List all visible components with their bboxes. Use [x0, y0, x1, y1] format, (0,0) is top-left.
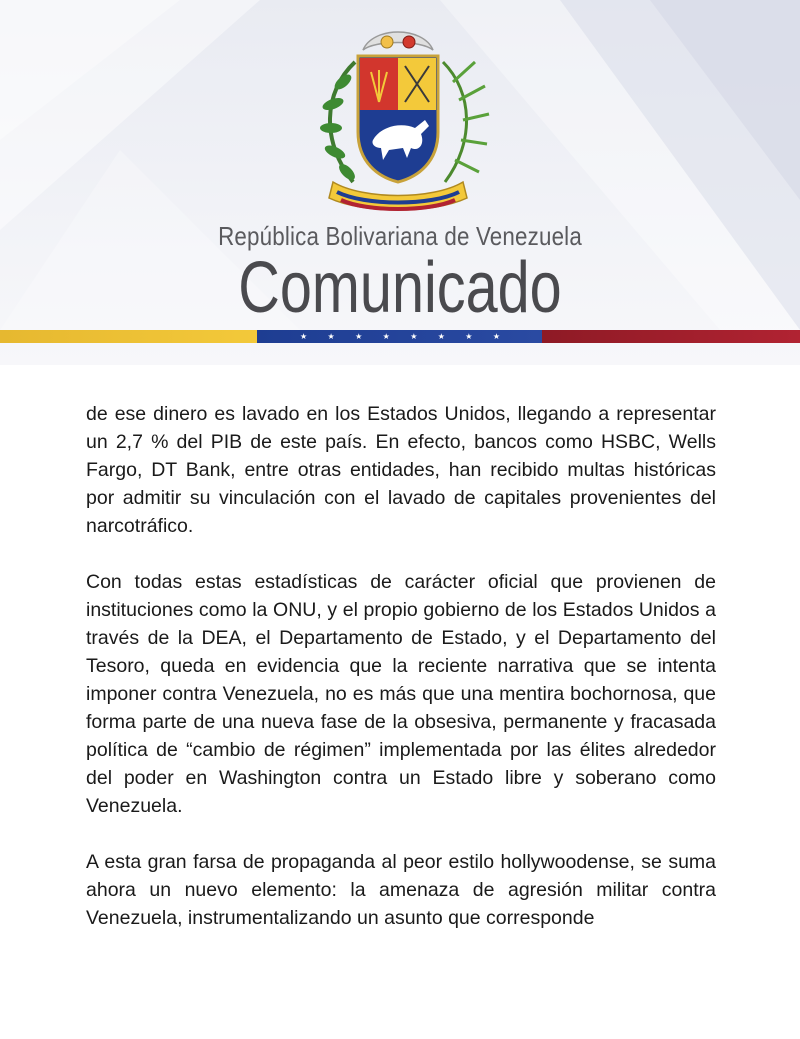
stripe-red: [542, 330, 800, 343]
star-icon: ★: [437, 332, 445, 341]
letterhead: [0, 0, 800, 365]
star-icon: ★: [465, 332, 473, 341]
star-icon: ★: [355, 332, 363, 341]
star-icon: ★: [300, 332, 308, 341]
page-title: Comunicado: [238, 248, 562, 328]
stars-row: [300, 330, 500, 343]
paragraph: de ese dinero es lavado en los Estados Unidos, llegando a representar un 2,7 % del PIB de este país. En efecto, bancos como HSBC, Wells Fargo, DT Bank, entre otras entidades, han recibido multas históricas por admitir su vinculación con el lavado de capitales provenientes del narcotráfico.: [86, 403, 716, 537]
coat-of-arms-icon: [303, 22, 493, 217]
star-icon: ★: [327, 332, 335, 341]
star-icon: ★: [410, 332, 418, 341]
communique-body: [86, 400, 716, 960]
star-icon: ★: [492, 332, 500, 341]
paragraph: A esta gran farsa de propaganda al peor estilo hollywoodense, se suma ahora un nuevo elemento: la amenaza de agresión militar contra Venezuela, instrumentalizando un asunto que corresponde: [86, 851, 716, 929]
paragraph: Con todas estas estadísticas de carácter oficial que provienen de instituciones como la ONU, y el propio gobierno de los Estados Unidos a través de la DEA, el Departamento de Estado, y el Departamento del Tesoro, queda en evidencia que la reciente narrativa que se intenta imponer contra Venezuela, no es más que una mentira bochornosa, que forma parte de una nueva fase de la obsesiva, permanente y fracasada política de “cambio de régimen” implementada por las élites alrededor del poder en Washington contra un Estado libre y soberano como Venezuela.: [86, 571, 716, 817]
republic-name: República Bolivariana de Venezuela: [218, 221, 582, 251]
stripe-yellow: [0, 330, 257, 343]
star-icon: ★: [382, 332, 390, 341]
